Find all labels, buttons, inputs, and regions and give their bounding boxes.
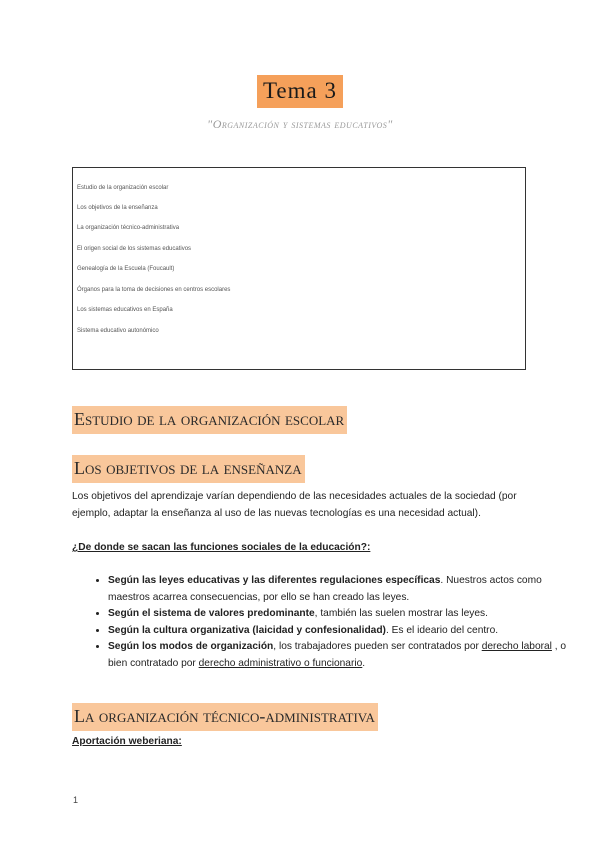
derecho-laboral-link: derecho laboral [481, 641, 552, 652]
derecho-administrativo-link: derecho administrativo o funcionario [198, 657, 363, 669]
section-heading-objetivos: Los objetivos de la enseñanza [72, 455, 305, 483]
toc-item[interactable]: Estudio de la organización escolar [77, 185, 169, 191]
toc-item[interactable]: Sistema educativo autonómico [77, 328, 159, 334]
toc-item[interactable]: La organización técnico-administrativa [77, 225, 180, 231]
toc-item[interactable]: Órganos para la toma de decisiones en centros escolares [77, 287, 231, 293]
page-number: 1 [73, 795, 79, 805]
question-heading: ¿De donde se sacan las funciones sociales de la educación?: [72, 542, 371, 553]
title-wrap [0, 75, 600, 108]
section-heading-organizacion: La organización técnico-administrativa [72, 703, 378, 731]
list-item: • Según las leyes educativas y las diferentes regulaciones específicas. Nuestros actos como maestros acarrea consecuencias, por ello se han creado las leyes. [108, 573, 568, 606]
aportacion-heading: Aportación weberiana: [72, 736, 182, 747]
page-title: Tema 3 [257, 75, 343, 108]
table-of-contents [72, 167, 526, 370]
list-item: • Según la cultura organizativa (laicidad y confesionalidad). Es el ideario del centro. [108, 623, 568, 640]
toc-item[interactable]: Los sistemas educativos en España [77, 307, 173, 313]
toc-item[interactable]: Genealogía de la Escuela (Foucault) [77, 266, 175, 272]
list-item: • Según el sistema de valores predominante, también las suelen mostrar las leyes. [108, 606, 568, 623]
toc-item[interactable]: El origen social de los sistemas educativos [77, 246, 192, 252]
section-heading-estudio: Estudio de la organización escolar [72, 406, 347, 434]
page-subtitle: "Organización y sistemas educativos" [207, 117, 393, 131]
toc-item[interactable]: Los objetivos de la enseñanza [77, 205, 158, 211]
objetivos-paragraph: Los objetivos del aprendizaje varían dependiendo de las necesidades actuales de la sociedad (por ejemplo, adaptar la enseñanza al uso de las nuevas tecnologías es una necesidad actual). [72, 491, 517, 519]
functions-list [72, 573, 568, 672]
list-item: • Según los modos de organización, los trabajadores pueden ser contratados por derecho laboral , o bien contratado por derecho administrativo o funcionario. [108, 639, 568, 672]
